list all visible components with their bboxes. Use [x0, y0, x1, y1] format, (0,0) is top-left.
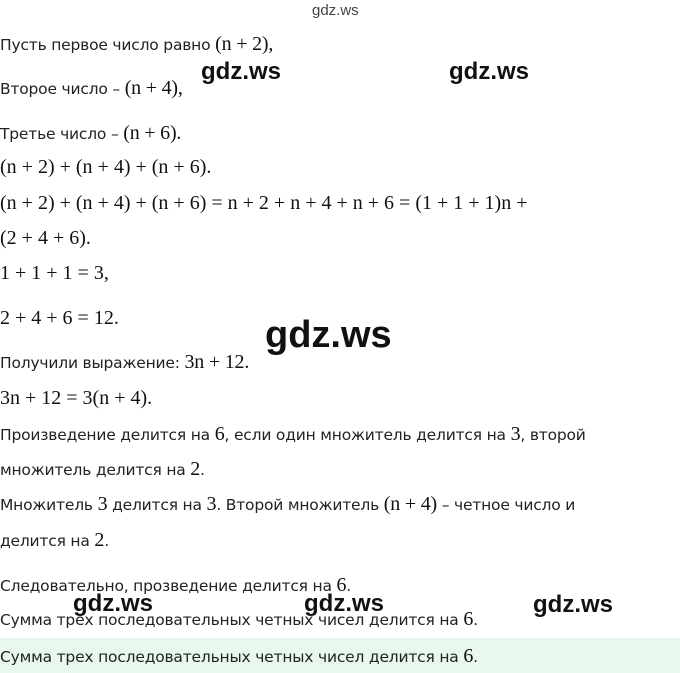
- line-divisibility-rule: [0, 423, 586, 446]
- line-conclusion: [0, 574, 351, 597]
- math-expr: 3: [97, 493, 108, 515]
- watermark-row1-right: gdz.ws: [449, 58, 530, 85]
- line-text: Произведение делится на: [0, 426, 210, 444]
- line-text: .: [473, 648, 478, 666]
- line-text: Сумма трех последовательных четных чисел делится на: [0, 648, 459, 666]
- line-text: , если один множитель делится на: [224, 426, 506, 444]
- line-text: .: [473, 611, 478, 629]
- math-expr: (n + 2),: [215, 33, 274, 55]
- math-const-sum: 2 + 4 + 6 = 12.: [0, 307, 119, 329]
- line-text: Пусть первое число равно: [0, 36, 211, 54]
- line-text: делится на: [0, 532, 90, 550]
- watermark-bottom-center: gdz.ws: [304, 590, 385, 617]
- line-text: Третье число –: [0, 125, 119, 143]
- math-expr: 2: [190, 458, 201, 480]
- math-expr: (n + 4): [383, 493, 437, 515]
- line-result-expression: [0, 351, 249, 374]
- line-text: – четное число и: [441, 496, 576, 514]
- math-expr: 3: [510, 423, 521, 445]
- math-expr: 6: [336, 574, 347, 596]
- line-second-number: [0, 77, 183, 100]
- watermark-center: gdz.ws: [265, 314, 392, 356]
- math-expr: 6: [214, 423, 225, 445]
- watermark-top: gdz.ws: [312, 2, 359, 19]
- math-expr: 3n + 12.: [184, 351, 250, 373]
- answer-line: [0, 645, 478, 668]
- math-expansion-cont: (2 + 4 + 6).: [0, 227, 91, 249]
- line-divisibility-rule-cont: [0, 458, 205, 481]
- math-expr: 3: [206, 493, 217, 515]
- line-text: Сумма трех последовательных четных чисел делится на: [0, 611, 459, 629]
- line-text: , второй: [520, 426, 586, 444]
- line-first-number: [0, 33, 273, 56]
- line-text: Следовательно, прозведение делится на: [0, 577, 332, 595]
- math-expr: (n + 4),: [124, 77, 183, 99]
- line-text: Второе число –: [0, 80, 120, 98]
- line-text: делится на: [112, 496, 202, 514]
- line-text: .: [346, 577, 352, 595]
- math-expr: 6: [463, 608, 474, 630]
- math-factored: 3n + 12 = 3(n + 4).: [0, 387, 153, 409]
- line-text: Множитель: [0, 496, 93, 514]
- line-text: .: [104, 532, 109, 550]
- line-text: множитель делится на: [0, 461, 186, 479]
- line-text: Получили выражение:: [0, 354, 180, 372]
- line-factor-analysis-cont: [0, 529, 109, 552]
- math-expr: 2: [94, 529, 105, 551]
- watermark-bottom-right: gdz.ws: [533, 591, 614, 618]
- watermark-row1-left: gdz.ws: [201, 58, 282, 85]
- math-coeff-sum: 1 + 1 + 1 = 3,: [0, 262, 109, 284]
- math-expr: 6: [463, 645, 474, 667]
- line-third-number: [0, 122, 181, 145]
- math-expansion: (n + 2) + (n + 4) + (n + 6) = n + 2 + n + 4 + n + 6 = (1 + 1 + 1)n +: [0, 192, 528, 214]
- line-text: . Второй множитель: [216, 496, 380, 514]
- math-expr: (n + 6).: [123, 122, 182, 144]
- line-final-statement: [0, 608, 478, 631]
- math-sum: (n + 2) + (n + 4) + (n + 6).: [0, 156, 212, 178]
- line-text: .: [200, 461, 205, 479]
- watermark-bottom-left: gdz.ws: [73, 590, 154, 617]
- line-factor-analysis: [0, 493, 575, 516]
